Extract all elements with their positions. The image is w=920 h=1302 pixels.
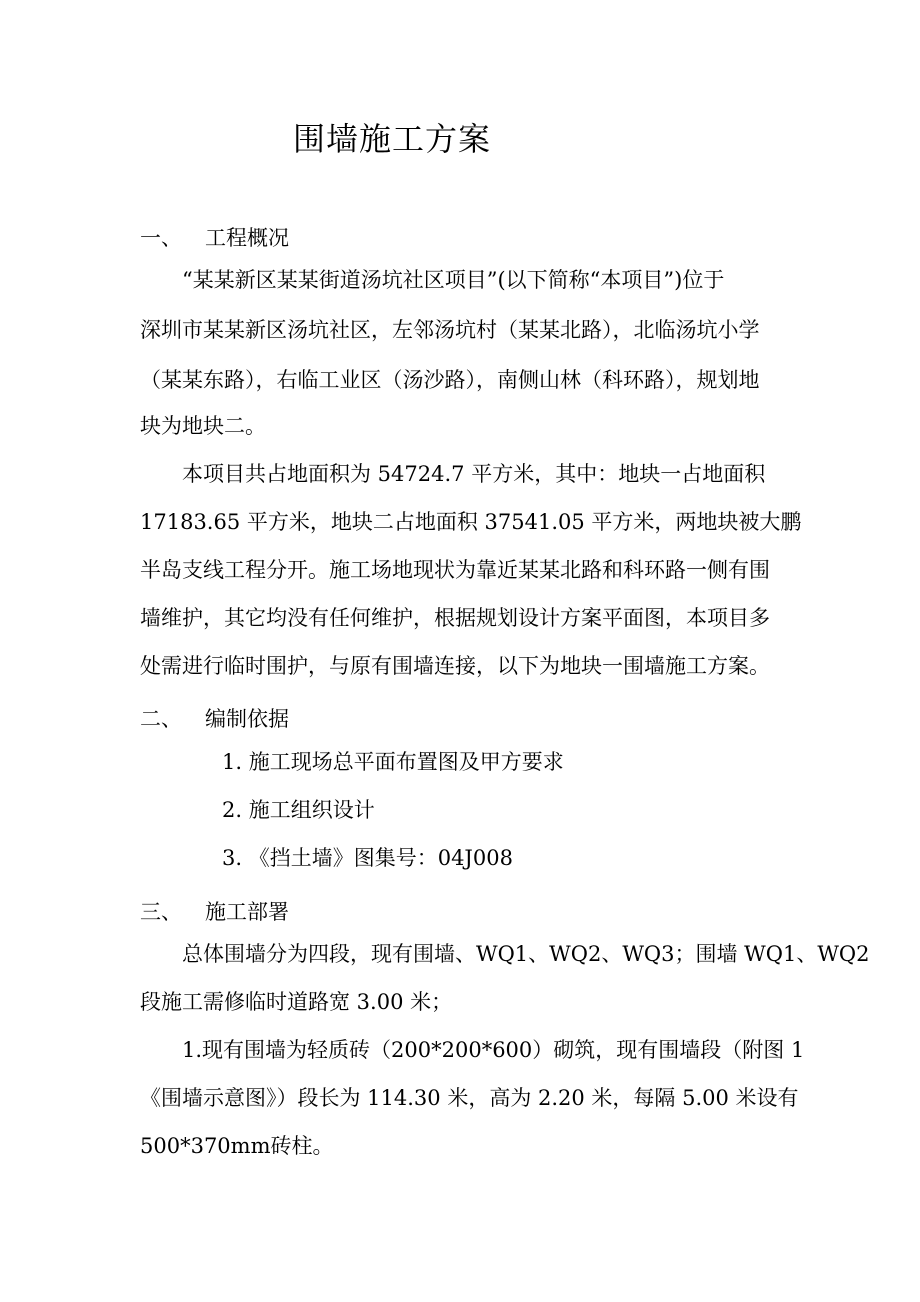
section1-number: 一、 <box>140 226 182 250</box>
list-item: 2. 施工组织设计 <box>222 798 375 822</box>
paragraph-line: 500*370mm砖柱。 <box>140 1134 334 1158</box>
paragraph-line: 《围墙示意图》）段长为 114.30 米，高为 2.20 米，每隔 5.00 米设有 <box>140 1086 799 1110</box>
list-item: 1. 施工现场总平面布置图及甲方要求 <box>222 750 564 774</box>
paragraph-line: 墙维护，其它均没有任何维护，根据规划设计方案平面图，本项目多 <box>140 606 770 630</box>
paragraph-line: 深圳市某某新区汤坑社区，左邻汤坑村（某某北路），北临汤坑小学 <box>140 318 760 342</box>
paragraph-line: 本项目共占地面积为 54724.7 平方米，其中：地块一占地面积 <box>182 462 766 486</box>
paragraph-line: “某某新区某某街道汤坑社区项目”(以下简称“本项目”)位于 <box>182 268 725 292</box>
paragraph-line: 1.现有围墙为轻质砖（200*200*600）砌筑，现有围墙段（附图 1 <box>182 1038 805 1062</box>
list-item: 3. 《挡土墙》图集号：04J008 <box>222 846 513 870</box>
paragraph-line: 17183.65 平方米，地块二占地面积 37541.05 平方米，两地块被大鹏 <box>140 510 802 534</box>
paragraph-line: （某某东路），右临工业区（汤沙路），南侧山林（科环路），规划地 <box>140 368 760 392</box>
paragraph-line: 处需进行临时围护，与原有围墙连接，以下为地块一围墙施工方案。 <box>140 654 770 678</box>
section3-number: 三、 <box>140 900 182 924</box>
paragraph-line: 块为地块二。 <box>140 414 266 438</box>
section3-heading: 施工部署 <box>205 900 289 924</box>
paragraph-line: 总体围墙分为四段，现有围墙、WQ1、WQ2、WQ3；围墙 WQ1、WQ2 <box>182 942 870 966</box>
section1-heading: 工程概况 <box>205 226 289 250</box>
section2-heading: 编制依据 <box>205 707 289 731</box>
section2-number: 二、 <box>140 707 182 731</box>
paragraph-line: 半岛支线工程分开。施工场地现状为靠近某某北路和科环路一侧有围 <box>140 558 770 582</box>
paragraph-line: 段施工需修临时道路宽 3.00 米； <box>140 990 453 1014</box>
document-title: 围墙施工方案 <box>293 120 492 158</box>
